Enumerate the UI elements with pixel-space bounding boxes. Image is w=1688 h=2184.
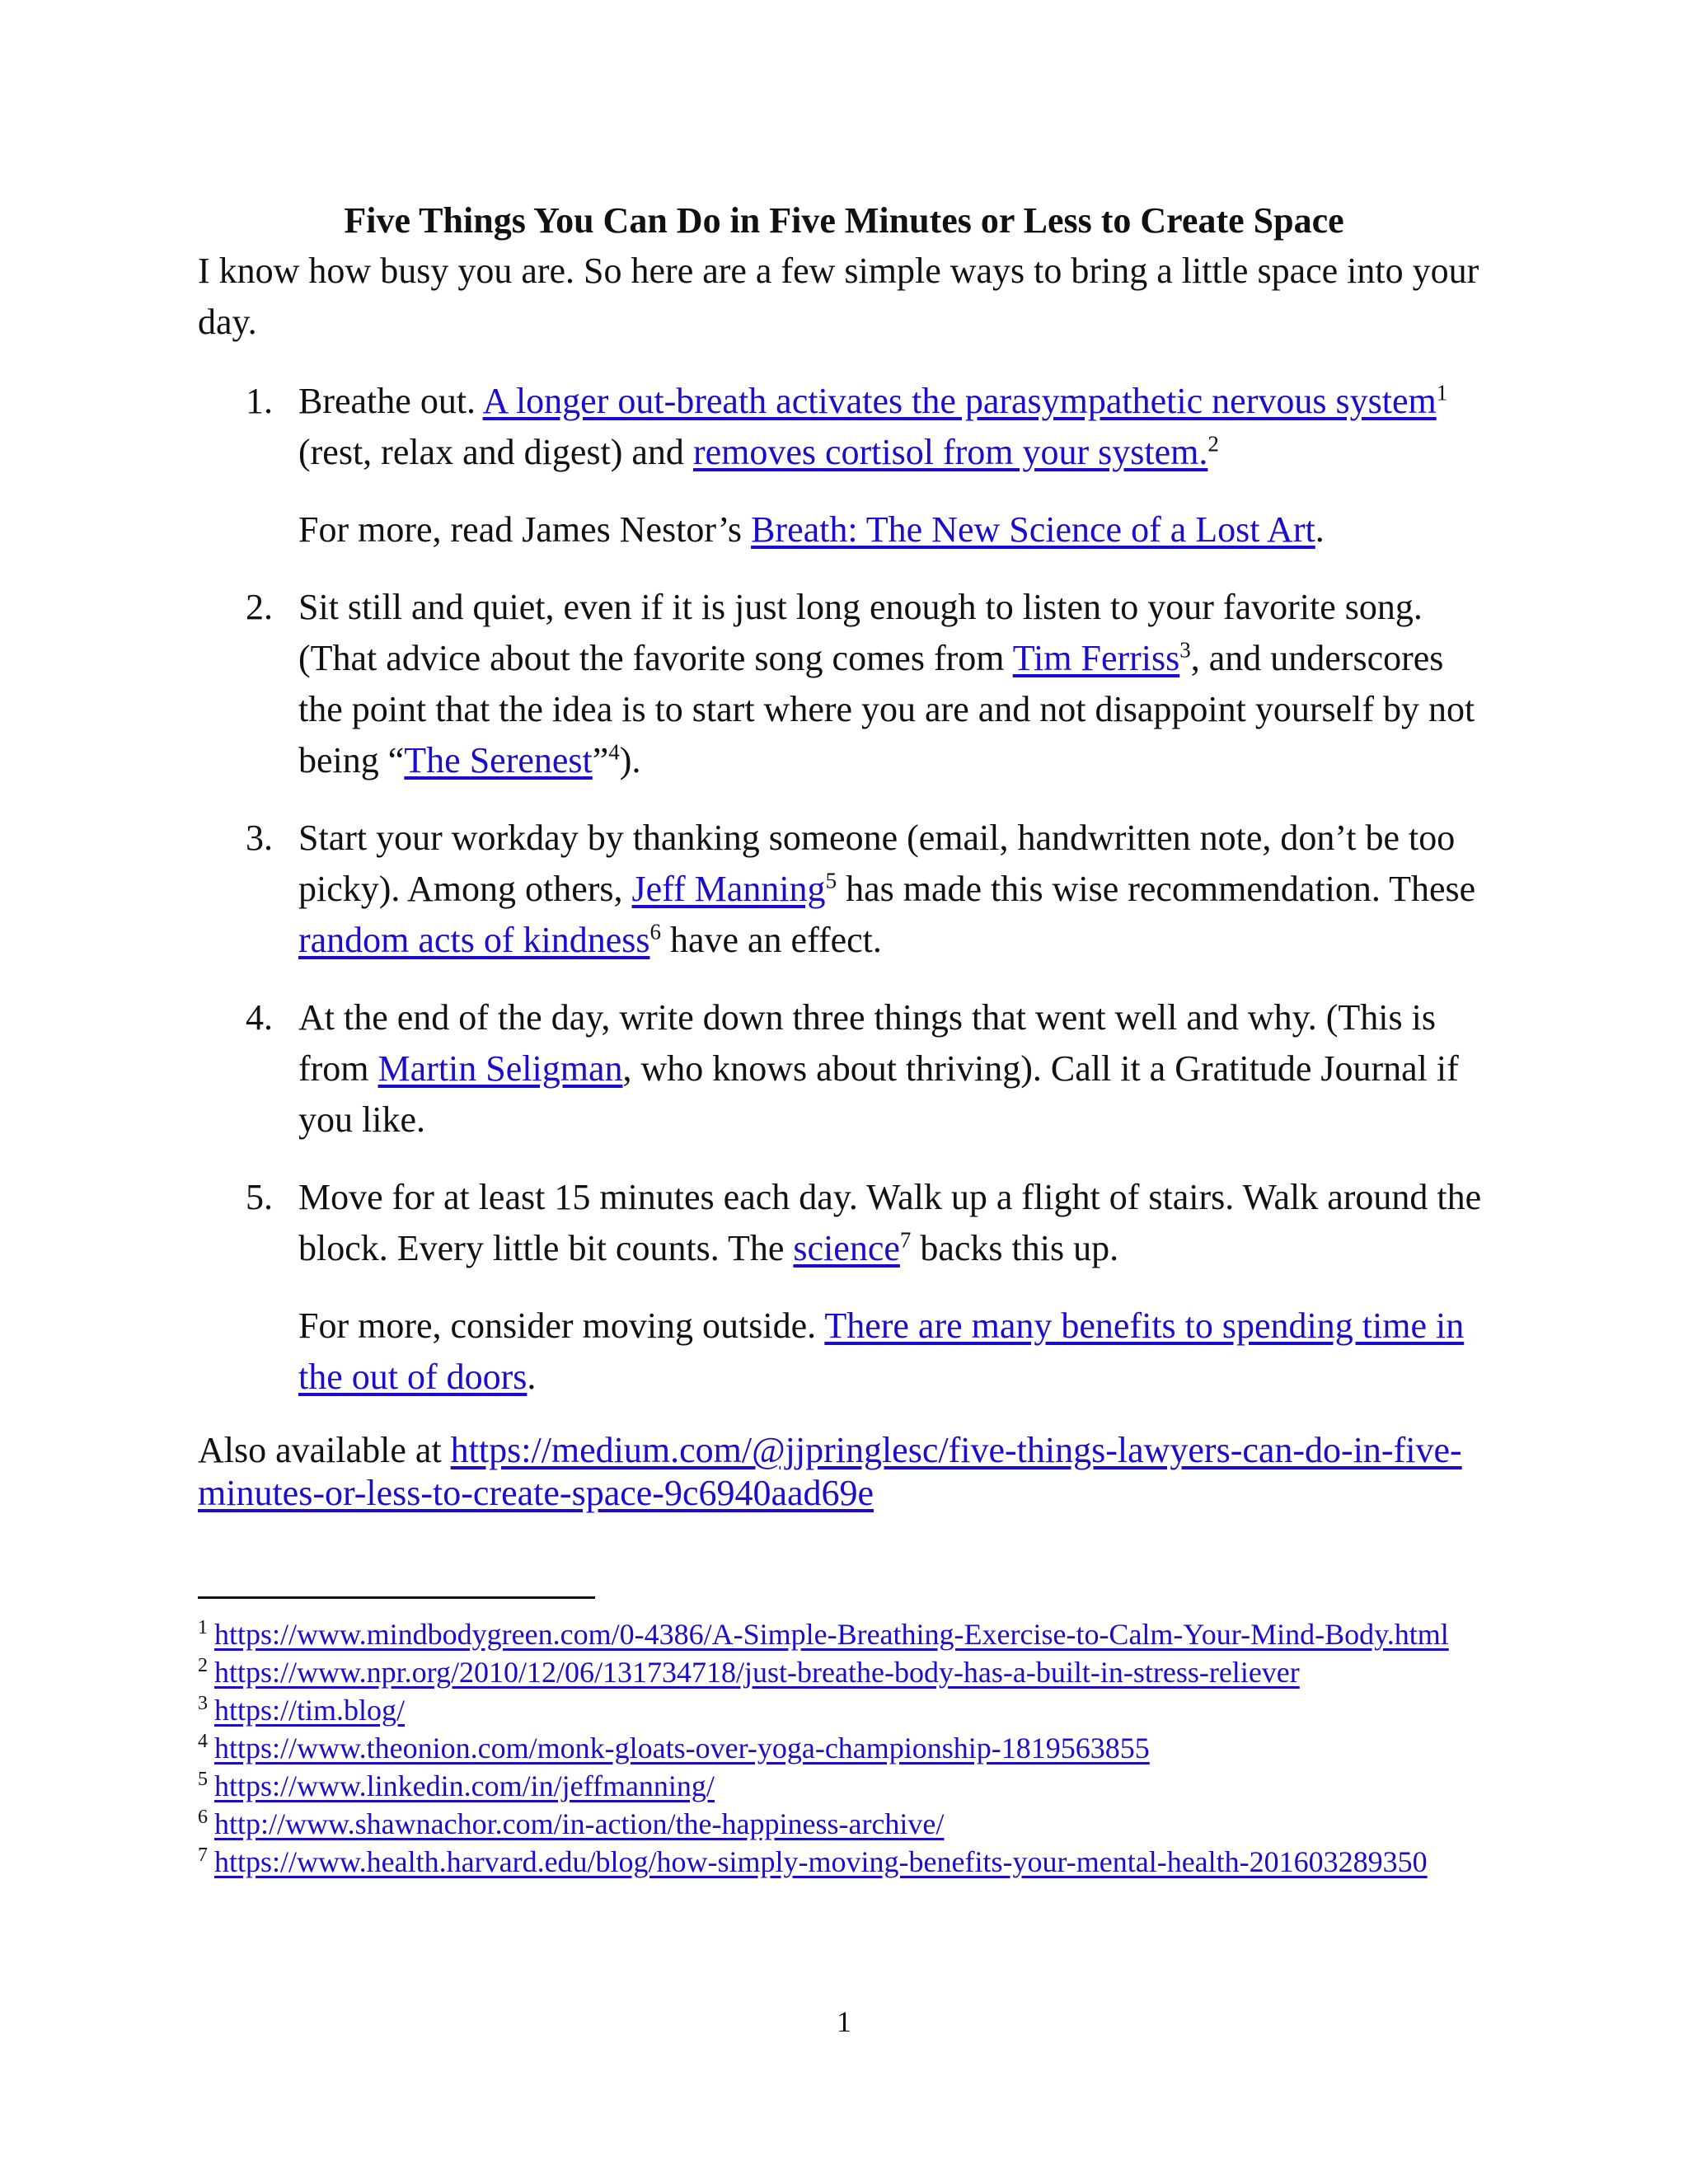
footnotes [198,1615,1490,1881]
footnote-number: 7 [198,1844,208,1866]
footnote-separator [198,1596,595,1599]
footnote [198,1653,1490,1691]
list-item [198,1172,1490,1403]
list-item [198,992,1490,1146]
cortisol-link[interactable]: removes cortisol from your system. [692,432,1208,472]
footnote-link[interactable]: https://www.npr.org/2010/12/06/131734718/just-breathe-body-has-a-built-in-stress-reliever [214,1656,1300,1689]
footnote-link[interactable]: https://tim.blog/ [214,1694,406,1727]
footnote-number: 4 [198,1731,208,1752]
footnote-link[interactable]: https://www.linkedin.com/in/jeffmanning/ [214,1769,715,1802]
list-item [198,582,1490,786]
footnote [198,1615,1490,1653]
item-text-run: , and underscores the point that the idea is to start where you are and not disappoint yourself by not being “ [298,638,1475,780]
list-item-number: 4. [246,997,273,1038]
footnote-ref: 3 [1179,637,1191,663]
list-item [198,376,1490,555]
outdoors-link[interactable]: There are many benefits to spending time in the out of doors [298,1305,1465,1397]
item-text [298,992,1490,1146]
item-text-run: For more, consider moving outside. [298,1305,825,1346]
footnote-ref: 5 [825,868,837,893]
item-text-run: , who knows about thriving). Call it a Gratitude Journal if you like. [298,1048,1459,1140]
footnote [198,1843,1490,1881]
footnote-link[interactable]: https://www.health.harvard.edu/blog/how-simply-moving-benefits-your-mental-health-201603289350 [214,1845,1428,1878]
list-item-number: 5. [246,1177,273,1217]
item-more-text [298,504,1490,555]
medium-link[interactable]: https://medium.com/@jjpringlesc/five-things-lawyers-can-do-in-five-minutes-or-less-to-create-space-9c6940aad69e [198,1430,1462,1513]
item-text-run: (rest, relax and digest) and [298,432,693,472]
item-text-run: Move for at least 15 minutes each day. Walk up a flight of stairs. Walk around the block. Every little bit counts. The [298,1177,1482,1268]
item-text-run: ” [592,740,609,780]
tim-ferriss-link[interactable]: Tim Ferriss [1012,638,1180,678]
serenest-link[interactable]: The Serenest [404,740,593,780]
item-text [298,813,1490,966]
item-text-run: Breathe out. [298,381,483,421]
list-item-number: 3. [246,818,273,858]
footnote-ref: 4 [608,739,620,765]
footnote [198,1729,1490,1767]
list-item [198,813,1490,966]
item-text [298,376,1490,478]
footnote-number: 5 [198,1769,208,1790]
item-text-run: . [1315,509,1325,550]
item-text-run: . [527,1357,537,1397]
footnote-ref: 6 [649,919,661,944]
footnote [198,1767,1490,1805]
document-title: Five Things You Can Do in Five Minutes or Less to Create Space [344,200,1344,241]
list-item-number: 2. [246,587,273,627]
footnote-number: 1 [198,1617,208,1638]
page-number: 1 [837,2005,851,2038]
item-text-run: Start your workday by thanking someone (email, handwritten note, don’t be too picky). Among others, [298,818,1456,909]
footnote-link[interactable]: http://www.shawnachor.com/in-action/the-happiness-archive/ [214,1807,945,1840]
item-text-run: has made this wise recommendation. These [837,869,1476,909]
footnote-number: 6 [198,1807,208,1828]
martin-seligman-link[interactable]: Martin Seligman [377,1048,623,1089]
breath-book-link[interactable]: Breath: The New Science of a Lost Art [751,509,1315,550]
list-item-number: 1. [246,381,273,421]
footnote-ref: 7 [899,1227,912,1253]
footnote-ref: 2 [1207,431,1219,457]
science-link[interactable]: science [793,1228,900,1268]
item-more-text [298,1301,1490,1403]
out-breath-link[interactable]: A longer out-breath activates the parasympathetic nervous system [482,381,1437,421]
item-text-run: For more, read James Nestor’s [298,509,752,550]
intro-paragraph: I know how busy you are. So here are a few simple ways to bring a little space into your day. [198,251,1479,342]
item-text-run: ). [619,740,641,780]
footnote [198,1691,1490,1729]
footnote-link[interactable]: https://www.theonion.com/monk-gloats-over-yoga-championship-1819563855 [214,1732,1150,1765]
item-text [298,582,1490,786]
item-text-run: Sit still and quiet, even if it is just long enough to listen to your favorite song. (That advice about the favorite song comes from [298,587,1423,678]
jeff-manning-link[interactable]: Jeff Manning [631,869,826,909]
footnote [198,1805,1490,1843]
tips-list [198,376,1490,1403]
footnote-number: 2 [198,1655,208,1676]
footnote-ref: 1 [1436,380,1448,405]
also-available-label: Also available at [198,1430,451,1470]
item-text-run: backs this up. [911,1228,1119,1268]
item-text-run: have an effect. [660,920,882,960]
footnote-number: 3 [198,1693,208,1714]
footnote-link[interactable]: https://www.mindbodygreen.com/0-4386/A-Simple-Breathing-Exercise-to-Calm-Your-Mind-Body.html [214,1618,1449,1651]
item-text [298,1172,1490,1274]
also-available [198,1429,1490,1515]
item-text-run: At the end of the day, write down three things that went well and why. (This is from [298,997,1436,1089]
kindness-link[interactable]: random acts of kindness [298,920,650,960]
